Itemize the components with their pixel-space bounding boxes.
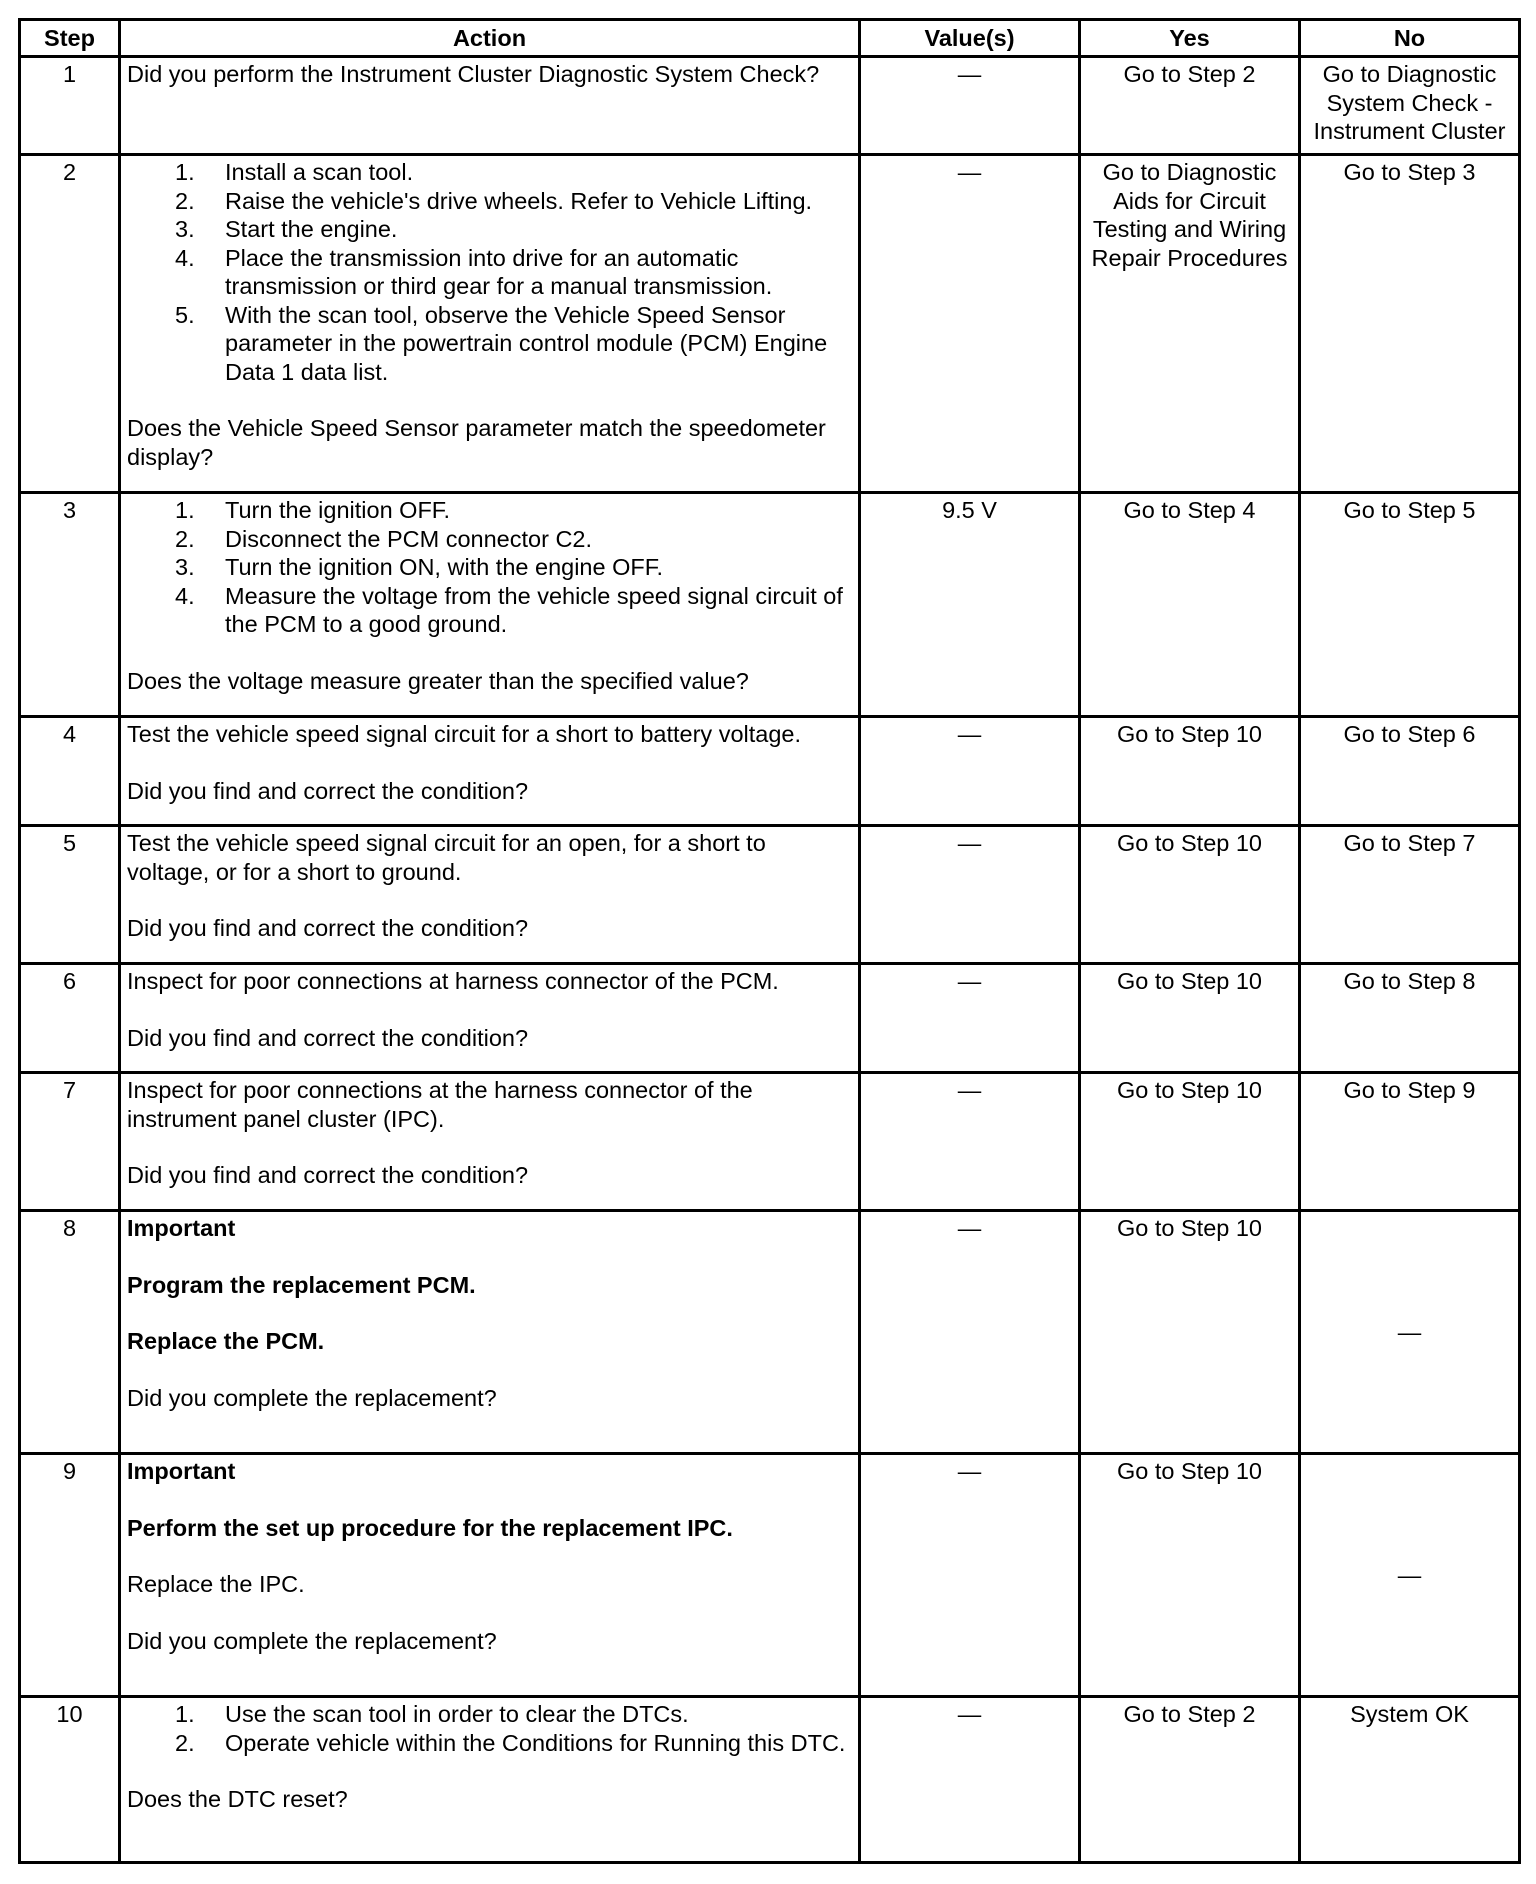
value-cell: — — [860, 57, 1080, 155]
action-text: Inspect for poor connections at the harness connector of the instrument panel cluster (IPC). — [127, 1077, 753, 1132]
table-row-step-5 — [20, 826, 1520, 964]
important-note: Program the replacement PCM. — [127, 1271, 476, 1298]
important-label: Important — [127, 1215, 236, 1241]
action-cell — [120, 1454, 860, 1697]
action-cell — [120, 826, 860, 964]
value-cell: — — [860, 717, 1080, 826]
step-number: 6 — [20, 964, 120, 1073]
action-list — [127, 1700, 852, 1757]
step-number: 7 — [20, 1073, 120, 1211]
action-question: Did you find and correct the condition? — [127, 1162, 529, 1188]
action-question: Did you complete the replacement? — [127, 1627, 497, 1654]
action-question: Did you find and correct the condition? — [127, 915, 529, 941]
yes-cell: Go to Step 4 — [1080, 493, 1300, 717]
step-number: 10 — [20, 1697, 120, 1863]
action-cell — [120, 155, 860, 493]
diagnostic-table-wrapper — [18, 18, 1518, 1864]
yes-cell: Go to Step 2 — [1080, 1697, 1300, 1863]
value-cell: — — [860, 1073, 1080, 1211]
action-text: Inspect for poor connections at harness connector of the PCM. — [127, 968, 779, 994]
action-question: Did you complete the replacement? — [127, 1384, 497, 1411]
no-cell: System OK — [1300, 1697, 1520, 1863]
value-cell: — — [860, 1697, 1080, 1863]
no-cell: Go to Step 8 — [1300, 964, 1520, 1073]
yes-cell: Go to Diagnostic Aids for Circuit Testing and Wiring Repair Procedures — [1080, 155, 1300, 493]
list-item: Place the transmission into drive for an automatic transmission or third gear for a manual transmission. — [225, 244, 773, 299]
action-cell — [120, 493, 860, 717]
action-question: Does the Vehicle Speed Sensor parameter match the speedometer display? — [127, 415, 826, 470]
list-item: Raise the vehicle's drive wheels. Refer to Vehicle Lifting. — [225, 187, 813, 214]
list-item: Start the engine. — [225, 216, 398, 242]
header-no: No — [1300, 20, 1520, 57]
no-cell: Go to Step 9 — [1300, 1073, 1520, 1211]
list-item: Measure the voltage from the vehicle speed signal circuit of the PCM to a good ground. — [225, 582, 843, 637]
table-row-step-9 — [20, 1454, 1520, 1697]
no-cell: Go to Step 5 — [1300, 493, 1520, 717]
list-item: Install a scan tool. — [225, 159, 414, 185]
yes-cell: Go to Step 10 — [1080, 1073, 1300, 1211]
step-number: 8 — [20, 1211, 120, 1454]
no-cell: — — [1300, 1211, 1520, 1454]
step-number: 9 — [20, 1454, 120, 1697]
header-step: Step — [20, 20, 120, 57]
step-number: 5 — [20, 826, 120, 964]
value-cell: — — [860, 1211, 1080, 1454]
action-text: Did you perform the Instrument Cluster Diagnostic System Check? — [127, 61, 820, 87]
value-cell: — — [860, 826, 1080, 964]
header-yes: Yes — [1080, 20, 1300, 57]
table-row-step-10 — [20, 1697, 1520, 1863]
table-row-step-6 — [20, 964, 1520, 1073]
action-text: Test the vehicle speed signal circuit for a short to battery voltage. — [127, 721, 802, 747]
list-item: Use the scan tool in order to clear the DTCs. — [225, 1701, 689, 1727]
table-row-step-1 — [20, 57, 1520, 155]
action-question: Did you find and correct the condition? — [127, 777, 529, 804]
action-list — [127, 496, 852, 639]
action-question: Does the DTC reset? — [127, 1786, 348, 1812]
yes-cell: Go to Step 10 — [1080, 1454, 1300, 1697]
value-cell: — — [860, 155, 1080, 493]
value-cell: — — [860, 1454, 1080, 1697]
action-cell — [120, 57, 860, 155]
value-cell: 9.5 V — [860, 493, 1080, 717]
value-cell: — — [860, 964, 1080, 1073]
action-text: Replace the PCM. — [127, 1328, 325, 1354]
no-cell: Go to Step 3 — [1300, 155, 1520, 493]
action-list — [127, 158, 852, 386]
action-question: Did you find and correct the condition? — [127, 1024, 529, 1051]
yes-cell: Go to Step 10 — [1080, 1211, 1300, 1454]
step-number: 1 — [20, 57, 120, 155]
no-cell: Go to Diagnostic System Check - Instrument Cluster — [1300, 57, 1520, 155]
list-item: Disconnect the PCM connector C2. — [225, 525, 593, 552]
important-note: Perform the set up procedure for the replacement IPC. — [127, 1514, 733, 1541]
step-number: 3 — [20, 493, 120, 717]
action-cell — [120, 717, 860, 826]
yes-cell: Go to Step 10 — [1080, 964, 1300, 1073]
yes-cell: Go to Step 10 — [1080, 826, 1300, 964]
action-text: Replace the IPC. — [127, 1571, 305, 1597]
table-row-step-3 — [20, 493, 1520, 717]
list-item: Operate vehicle within the Conditions for Running this DTC. — [225, 1729, 846, 1756]
table-row-step-4 — [20, 717, 1520, 826]
action-text: Test the vehicle speed signal circuit for an open, for a short to voltage, or for a short to ground. — [127, 830, 766, 885]
action-cell — [120, 1697, 860, 1863]
table-row-step-2 — [20, 155, 1520, 493]
no-cell: Go to Step 7 — [1300, 826, 1520, 964]
list-item: Turn the ignition ON, with the engine OFF. — [225, 554, 664, 580]
action-cell — [120, 1073, 860, 1211]
diagnostic-table — [18, 18, 1521, 1864]
table-row-step-7 — [20, 1073, 1520, 1211]
no-cell: — — [1300, 1454, 1520, 1697]
action-question: Does the voltage measure greater than the specified value? — [127, 667, 749, 694]
step-number: 4 — [20, 717, 120, 826]
header-action: Action — [120, 20, 860, 57]
important-label: Important — [127, 1458, 236, 1484]
list-item: With the scan tool, observe the Vehicle Speed Sensor parameter in the powertrain control module (PCM) Engine Data 1 data list. — [225, 301, 828, 385]
no-cell: Go to Step 6 — [1300, 717, 1520, 826]
header-row — [20, 20, 1520, 57]
action-cell — [120, 1211, 860, 1454]
yes-cell: Go to Step 2 — [1080, 57, 1300, 155]
table-row-step-8 — [20, 1211, 1520, 1454]
list-item: Turn the ignition OFF. — [225, 497, 451, 523]
action-cell — [120, 964, 860, 1073]
yes-cell: Go to Step 10 — [1080, 717, 1300, 826]
step-number: 2 — [20, 155, 120, 493]
header-value: Value(s) — [860, 20, 1080, 57]
